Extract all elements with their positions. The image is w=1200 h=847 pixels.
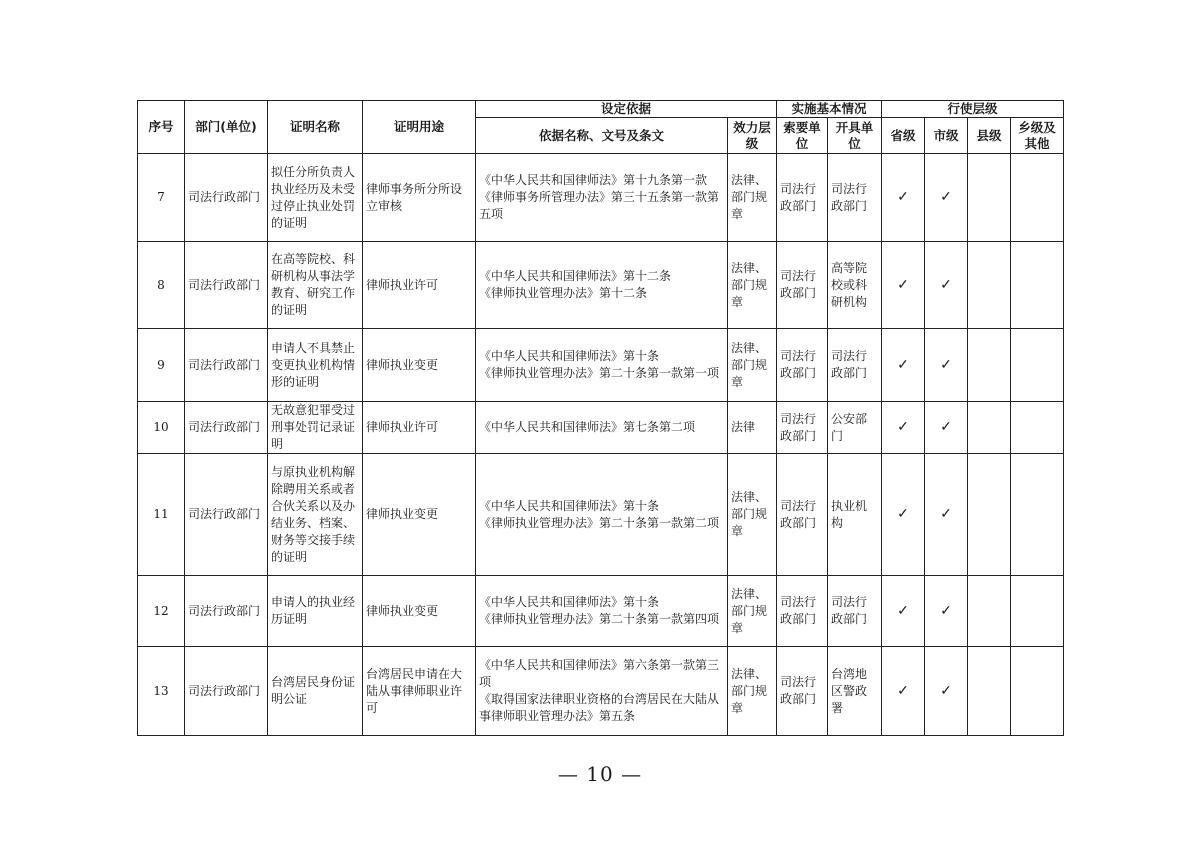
- cell-town-check: [1011, 576, 1064, 647]
- cell-issue-unit: 高等院校或科研机构: [828, 242, 882, 329]
- table-row: [138, 154, 1064, 242]
- cell-basis: 《中华人民共和国律师法》第六条第一款第三项 《取得国家法律职业资格的台湾居民在大陆从事律师职业管理办法》第五条: [476, 647, 728, 736]
- table-row: [138, 242, 1064, 329]
- cell-county-check: [968, 647, 1011, 736]
- cell-cert-use: 律师执业许可: [363, 402, 476, 454]
- cell-dept: 司法行政部门: [185, 576, 268, 647]
- cell-town-check: [1011, 329, 1064, 402]
- cell-cert-use: 律师执业变更: [363, 454, 476, 576]
- cell-cert-use: 律师事务所分所设立审核: [363, 154, 476, 242]
- cell-basis: 《中华人民共和国律师法》第十九条第一款 《律师事务所管理办法》第三十五条第一款第五项: [476, 154, 728, 242]
- header-basis-level: 效力层级: [728, 118, 777, 154]
- cell-city-check: ✓: [925, 454, 968, 576]
- cell-cert-name: 与原执业机构解除聘用关系或者合伙关系以及办结业务、档案、财务等交接手续的证明: [268, 454, 363, 576]
- cell-issue-unit: 司法行政部门: [828, 154, 882, 242]
- cell-request-unit: 司法行政部门: [777, 454, 828, 576]
- cell-province-check: ✓: [882, 242, 925, 329]
- header-level-province: 省级: [882, 118, 925, 154]
- cell-request-unit: 司法行政部门: [777, 576, 828, 647]
- cell-province-check: ✓: [882, 454, 925, 576]
- cell-cert-use: 律师执业许可: [363, 242, 476, 329]
- cell-province-check: ✓: [882, 576, 925, 647]
- cell-dept: 司法行政部门: [185, 647, 268, 736]
- cell-dept: 司法行政部门: [185, 402, 268, 454]
- header-basis-group: 设定依据: [476, 101, 777, 118]
- cell-level: 法律、部门规章: [728, 454, 777, 576]
- header-level-town: 乡级及其他: [1011, 118, 1064, 154]
- cell-county-check: [968, 454, 1011, 576]
- cell-province-check: ✓: [882, 329, 925, 402]
- cell-city-check: ✓: [925, 576, 968, 647]
- header-level-county: 县级: [968, 118, 1011, 154]
- cell-request-unit: 司法行政部门: [777, 242, 828, 329]
- header-level-city: 市级: [925, 118, 968, 154]
- cell-cert-name: 在高等院校、科研机构从事法学教育、研究工作的证明: [268, 242, 363, 329]
- cell-level: 法律、部门规章: [728, 242, 777, 329]
- cell-cert-name: 申请人不具禁止变更执业机构情形的证明: [268, 329, 363, 402]
- cell-seq: 9: [138, 329, 185, 402]
- cell-issue-unit: 司法行政部门: [828, 576, 882, 647]
- header-dept: 部门(单位): [185, 101, 268, 154]
- cell-cert-name: 申请人的执业经历证明: [268, 576, 363, 647]
- cell-county-check: [968, 402, 1011, 454]
- table-row: [138, 647, 1064, 736]
- cell-level: 法律、部门规章: [728, 154, 777, 242]
- cell-city-check: ✓: [925, 402, 968, 454]
- cell-issue-unit: 公安部门: [828, 402, 882, 454]
- cell-basis: 《中华人民共和国律师法》第十条 《律师执业管理办法》第二十条第一款第四项: [476, 576, 728, 647]
- table-row: [138, 402, 1064, 454]
- cell-dept: 司法行政部门: [185, 154, 268, 242]
- header-level-group: 行使层级: [882, 101, 1064, 118]
- cell-province-check: ✓: [882, 154, 925, 242]
- cell-issue-unit: 台湾地区警政署: [828, 647, 882, 736]
- cell-seq: 8: [138, 242, 185, 329]
- cell-cert-name: 无故意犯罪受过刑事处罚记录证明: [268, 402, 363, 454]
- cell-city-check: ✓: [925, 242, 968, 329]
- cell-county-check: [968, 154, 1011, 242]
- cell-basis: 《中华人民共和国律师法》第七条第二项: [476, 402, 728, 454]
- cell-cert-name: 台湾居民身份证明公证: [268, 647, 363, 736]
- page-number: — 10 —: [557, 762, 643, 786]
- cell-seq: 11: [138, 454, 185, 576]
- cell-seq: 12: [138, 576, 185, 647]
- header-seq: 序号: [138, 101, 185, 154]
- cell-town-check: [1011, 402, 1064, 454]
- cell-cert-use: 律师执业变更: [363, 576, 476, 647]
- cell-city-check: ✓: [925, 329, 968, 402]
- cell-dept: 司法行政部门: [185, 454, 268, 576]
- cell-seq: 13: [138, 647, 185, 736]
- cell-seq: 7: [138, 154, 185, 242]
- cell-town-check: [1011, 647, 1064, 736]
- cell-basis: 《中华人民共和国律师法》第十条 《律师执业管理办法》第二十条第一款第一项: [476, 329, 728, 402]
- cell-province-check: ✓: [882, 402, 925, 454]
- cell-town-check: [1011, 454, 1064, 576]
- cell-level: 法律、部门规章: [728, 647, 777, 736]
- cell-town-check: [1011, 242, 1064, 329]
- cell-dept: 司法行政部门: [185, 329, 268, 402]
- cell-level: 法律、部门规章: [728, 329, 777, 402]
- header-cert-use: 证明用途: [363, 101, 476, 154]
- certificate-table: [137, 100, 1064, 736]
- cell-issue-unit: 司法行政部门: [828, 329, 882, 402]
- cell-request-unit: 司法行政部门: [777, 154, 828, 242]
- header-impl-group: 实施基本情况: [777, 101, 882, 118]
- cell-county-check: [968, 576, 1011, 647]
- table-header-row: [138, 101, 1064, 118]
- cell-request-unit: 司法行政部门: [777, 647, 828, 736]
- cell-level: 法律、部门规章: [728, 576, 777, 647]
- cell-cert-name: 拟任分所负责人执业经历及未受过停止执业处罚的证明: [268, 154, 363, 242]
- cell-seq: 10: [138, 402, 185, 454]
- cell-cert-use: 律师执业变更: [363, 329, 476, 402]
- header-cert-name: 证明名称: [268, 101, 363, 154]
- cell-request-unit: 司法行政部门: [777, 329, 828, 402]
- cell-dept: 司法行政部门: [185, 242, 268, 329]
- cell-city-check: ✓: [925, 647, 968, 736]
- cell-county-check: [968, 242, 1011, 329]
- header-basis-name: 依据名称、文号及条文: [476, 118, 728, 154]
- cell-town-check: [1011, 154, 1064, 242]
- cell-basis: 《中华人民共和国律师法》第十条 《律师执业管理办法》第二十条第一款第二项: [476, 454, 728, 576]
- cell-cert-use: 台湾居民申请在大陆从事律师职业许可: [363, 647, 476, 736]
- table-row: [138, 576, 1064, 647]
- cell-level: 法律: [728, 402, 777, 454]
- header-impl-issue: 开具单位: [828, 118, 882, 154]
- cell-county-check: [968, 329, 1011, 402]
- cell-basis: 《中华人民共和国律师法》第十二条 《律师执业管理办法》第十二条: [476, 242, 728, 329]
- cell-issue-unit: 执业机构: [828, 454, 882, 576]
- table-row: [138, 454, 1064, 576]
- cell-city-check: ✓: [925, 154, 968, 242]
- cell-request-unit: 司法行政部门: [777, 402, 828, 454]
- header-impl-request: 索要单位: [777, 118, 828, 154]
- cell-province-check: ✓: [882, 647, 925, 736]
- table-row: [138, 329, 1064, 402]
